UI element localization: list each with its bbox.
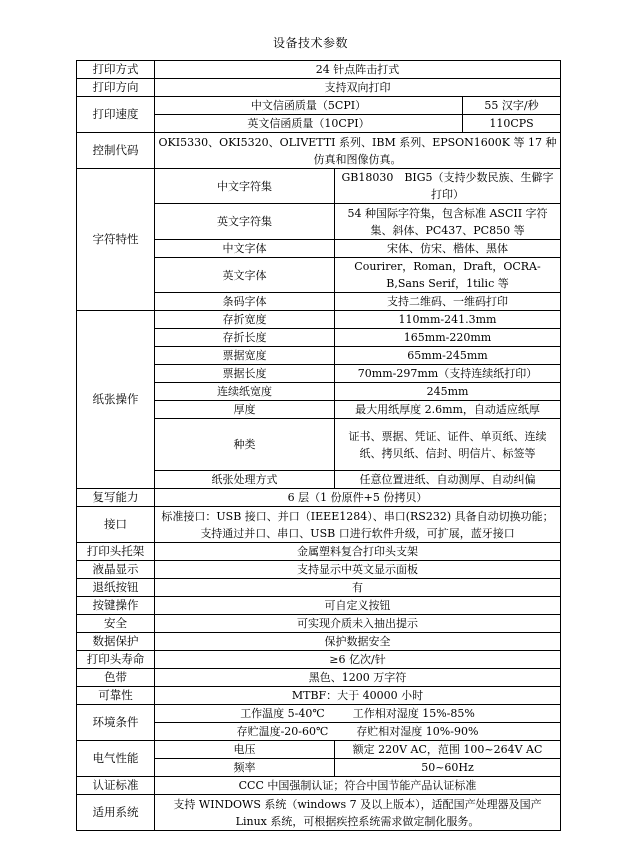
row-label: 打印头寿命 — [77, 651, 155, 669]
sub-value: 165mm-220mm — [335, 329, 561, 347]
sub-label: 纸张处理方式 — [155, 471, 335, 489]
sub-value: 任意位置进纸、自动测厚、自动纠偏 — [335, 471, 561, 489]
row-label: 打印头托架 — [77, 543, 155, 561]
sub-value: 110CPS — [463, 115, 561, 133]
sub-label: 存折长度 — [155, 329, 335, 347]
sub-label: 中文字体 — [155, 240, 335, 258]
row-value: 支持 WINDOWS 系统（windows 7 及以上版本），适配国产处理器及国产 Linux 系统，可根据疾控系统需求做定制化服务。 — [155, 795, 561, 831]
row-label: 认证标准 — [77, 777, 155, 795]
row-value: OKI5330、OKI5320、OLIVETTI 系列、IBM 系列、EPSON1600K 等 17 种仿真和图像仿真。 — [155, 133, 561, 169]
table-row — [77, 543, 561, 561]
sub-label: 厚度 — [155, 401, 335, 419]
row-value: ≥6 亿次/针 — [155, 651, 561, 669]
sub-label: 票据长度 — [155, 365, 335, 383]
sub-value: GB18030 BIG5（支持少数民族、生僻字打印） — [335, 169, 561, 204]
sub-value: 证书、票据、凭证、证件、单页纸、连续纸、拷贝纸、信封、明信片、标签等 — [335, 419, 561, 471]
sub-value: 55 汉字/秒 — [463, 97, 561, 115]
sub-value: Courirer，Roman，Draft，OCRA-B,Sans Serif，1tilic 等 — [335, 258, 561, 293]
row-label: 可靠性 — [77, 687, 155, 705]
table-row — [77, 561, 561, 579]
sub-label: 票据宽度 — [155, 347, 335, 365]
row-label: 按键操作 — [77, 597, 155, 615]
row-value: 24 针点阵击打式 — [155, 61, 561, 79]
table-row — [77, 795, 561, 831]
row-value: 6 层（1 份原件+5 份拷贝） — [155, 489, 561, 507]
row-label: 字符特性 — [77, 169, 155, 311]
table-row — [77, 669, 561, 687]
table-row — [77, 311, 561, 329]
sub-label: 英文信函质量（10CPI） — [155, 115, 463, 133]
row-value: 有 — [155, 579, 561, 597]
row-label: 控制代码 — [77, 133, 155, 169]
row-label: 液晶显示 — [77, 561, 155, 579]
row-label: 打印速度 — [77, 97, 155, 133]
row-value: 可实现介质未入抽出提示 — [155, 615, 561, 633]
row-value: 黑色、1200 万字符 — [155, 669, 561, 687]
sub-value: 245mm — [335, 383, 561, 401]
sub-label: 存折宽度 — [155, 311, 335, 329]
sub-label: 条码字体 — [155, 293, 335, 311]
table-row — [77, 615, 561, 633]
sub-value: 70mm-297mm（支持连续纸打印） — [335, 365, 561, 383]
row-value: 金属塑料复合打印头支架 — [155, 543, 561, 561]
table-row — [77, 705, 561, 723]
table-row — [77, 79, 561, 97]
table-row — [77, 597, 561, 615]
row-label: 环境条件 — [77, 705, 155, 741]
storage-temperature: 存贮温度-20-60℃ — [236, 725, 329, 738]
row-value: MTBF：大于 40000 小时 — [155, 687, 561, 705]
sub-label: 频率 — [155, 759, 335, 777]
row-label: 色带 — [77, 669, 155, 687]
sub-value: 宋体、仿宋、楷体、黑体 — [335, 240, 561, 258]
row-label: 适用系统 — [77, 795, 155, 831]
sub-value: 最大用纸厚度 2.6mm，自动适应纸厚 — [335, 401, 561, 419]
sub-value: 50~60Hz — [335, 759, 561, 777]
sub-value: 65mm-245mm — [335, 347, 561, 365]
work-humidity: 工作相对湿度 15%-85% — [352, 707, 475, 720]
table-row — [77, 687, 561, 705]
table-row — [77, 741, 561, 759]
table-row — [77, 777, 561, 795]
row-label: 纸张操作 — [77, 311, 155, 489]
spec-table — [76, 60, 561, 831]
table-row — [77, 507, 561, 543]
sub-value: 额定 220V AC，范围 100~264V AC — [335, 741, 561, 759]
row-label: 打印方向 — [77, 79, 155, 97]
table-row — [77, 633, 561, 651]
row-value — [155, 705, 561, 723]
document-title: 设备技术参数 — [272, 36, 348, 50]
row-label: 接口 — [77, 507, 155, 543]
sub-label: 英文字符集 — [155, 204, 335, 240]
table-row — [77, 61, 561, 79]
table-row — [77, 169, 561, 204]
row-label: 打印方式 — [77, 61, 155, 79]
row-label: 安全 — [77, 615, 155, 633]
sub-value: 54 种国际字符集，包含标准 ASCII 字符集、斜体、PC437、PC850 等 — [335, 204, 561, 240]
row-label: 电气性能 — [77, 741, 155, 777]
row-value: 可自定义按钮 — [155, 597, 561, 615]
sub-value: 110mm-241.3mm — [335, 311, 561, 329]
sub-value: 支持二维码、一维码打印 — [335, 293, 561, 311]
row-label: 复写能力 — [77, 489, 155, 507]
row-value: 保护数据安全 — [155, 633, 561, 651]
sub-label: 电压 — [155, 741, 335, 759]
row-value — [155, 723, 561, 741]
work-temperature: 工作温度 5-40℃ — [240, 707, 325, 720]
row-label: 退纸按钮 — [77, 579, 155, 597]
table-row — [77, 579, 561, 597]
table-row — [77, 97, 561, 115]
row-value: 标准接口：USB 接口、并口（IEEE1284）、串口(RS232) 具备自动切换功能；支持通过并口、串口、USB 口进行软件升级，可扩展，蓝牙接口 — [155, 507, 561, 543]
sub-label: 连续纸宽度 — [155, 383, 335, 401]
row-label: 数据保护 — [77, 633, 155, 651]
row-value: 支持双向打印 — [155, 79, 561, 97]
storage-humidity: 存贮相对湿度 10%-90% — [356, 725, 479, 738]
sub-label: 种类 — [155, 419, 335, 471]
row-value: 支持显示中英文显示面板 — [155, 561, 561, 579]
table-row — [77, 489, 561, 507]
table-row — [77, 133, 561, 169]
sub-label: 中文字符集 — [155, 169, 335, 204]
table-row — [77, 651, 561, 669]
row-value: CCC 中国强制认证；符合中国节能产品认证标准 — [155, 777, 561, 795]
sub-label: 中文信函质量（5CPI） — [155, 97, 463, 115]
sub-label: 英文字体 — [155, 258, 335, 293]
